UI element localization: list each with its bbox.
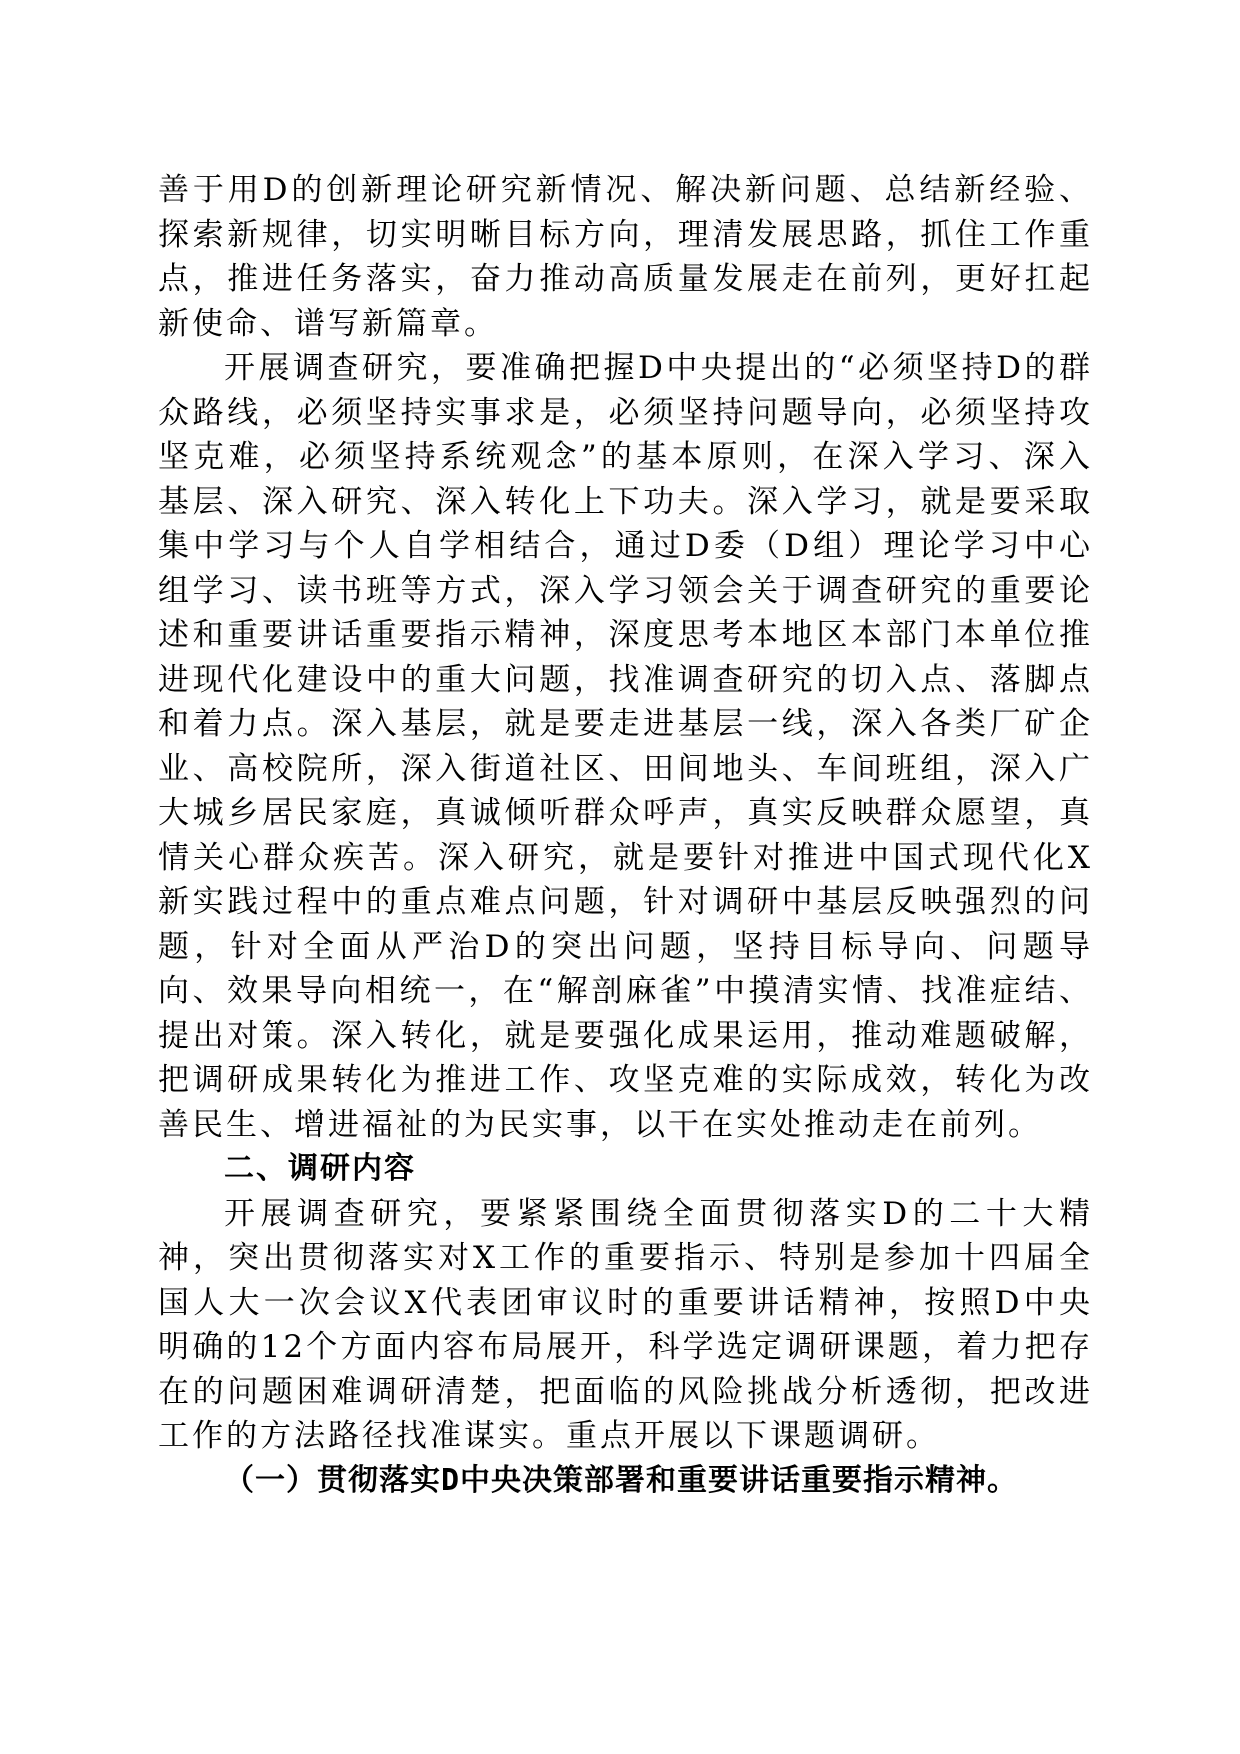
subsection-heading-1: （一）贯彻落实D中央决策部署和重要讲话重要指示精神。 bbox=[224, 1462, 1019, 1498]
paragraph-research-content: 开展调查研究，要紧紧围绕全面贯彻落实D的二十大精神，突出贯彻落实对X工作的重要指示、特别是参加十四届全国人大一次会议X代表团审议时的重要讲话精神，按照D中央明确的12个方面内容布局展开，科学选定调研课题，着力把存在的问题困难调研清楚，把面临的风险挑战分析透彻，把改进工作的方法路径找准谋实。重点开展以下课题调研。 bbox=[158, 1195, 1093, 1454]
section-heading-research-content: 二、调研内容 bbox=[224, 1151, 416, 1186]
paragraph-continuation: 善于用D的创新理论研究新情况、解决新问题、总结新经验、探索新规律，切实明晰目标方向，理清发展思路，抓住工作重点，推进任务落实，奋力推动高质量发展走在前列，更好扛起新使命、谱写新篇章。 bbox=[158, 172, 1093, 342]
paragraph-research-principles: 开展调查研究，要准确把握D中央提出的“必须坚持D的群众路线，必须坚持实事求是，必须坚持问题导向，必须坚持攻坚克难，必须坚持系统观念”的基本原则，在深入学习、深入基层、深入研究、深入转化上下功夫。深入学习，就是要采取集中学习与个人自学相结合，通过D委（D组）理论学习中心组学习、读书班等方式，深入学习领会关于调查研究的重要论述和重要讲话重要指示精神，深度思考本地区本部门本单位推进现代化建设中的重大问题，找准调查研究的切入点、落脚点和着力点。深入基层，就是要走进基层一线，深入各类厂矿企业、高校院所，深入街道社区、田间地头、车间班组，深入广大城乡居民家庭，真诚倾听群众呼声，真实反映群众愿望，真情关心群众疾苦。深入研究，就是要针对推进中国式现代化X新实践过程中的重点难点问题，针对调研中基层反映强烈的问题，针对全面从严治D的突出问题，坚持目标导向、问题导向、效果导向相统一，在“解剖麻雀”中摸清实情、找准症结、提出对策。深入转化，就是要强化成果运用，推动难题破解，把调研成果转化为推进工作、攻坚克难的实际成效，转化为改善民生、增进福祉的为民实事，以干在实处推动走在前列。 bbox=[158, 350, 1093, 1143]
document-body bbox=[158, 168, 1093, 1503]
